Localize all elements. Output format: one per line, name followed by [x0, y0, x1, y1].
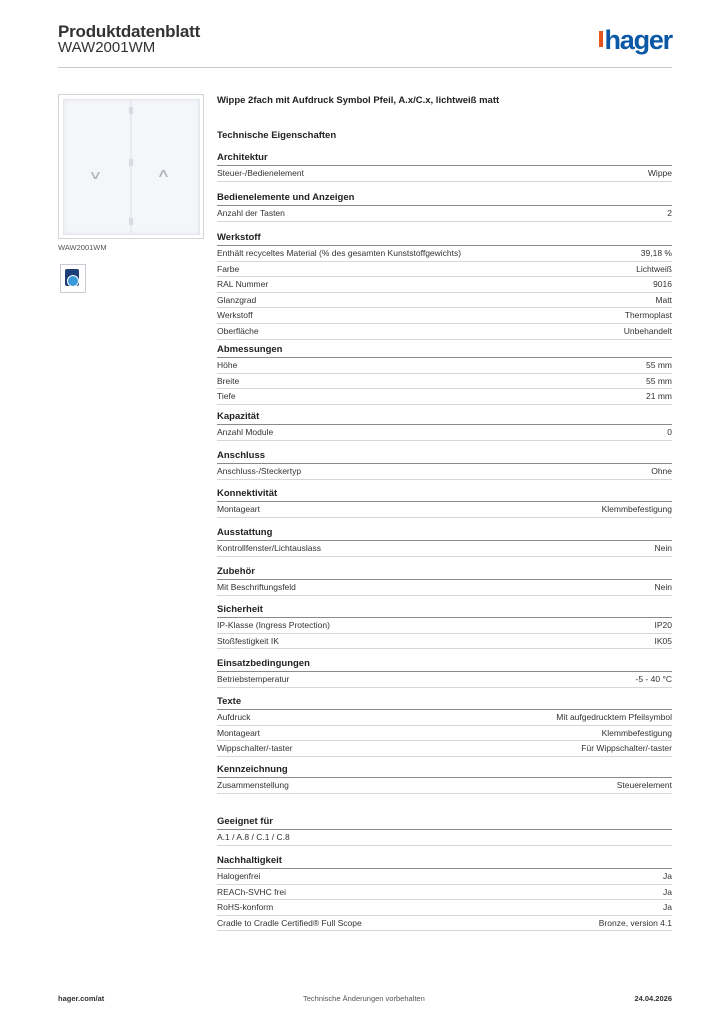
spec-row	[217, 885, 672, 901]
document-title: Produktdatenblatt	[58, 22, 201, 41]
spec-section	[217, 854, 672, 931]
spec-section	[217, 231, 672, 340]
spec-value: 2	[667, 208, 672, 218]
spec-row	[217, 262, 672, 278]
section-title: Bedienelemente und Anzeigen	[217, 191, 672, 206]
spec-label: Tiefe	[217, 391, 236, 402]
spec-row	[217, 634, 672, 650]
spec-value: Ohne	[651, 466, 672, 476]
spec-row	[217, 166, 672, 182]
section-title: Architektur	[217, 151, 672, 166]
spec-value: Wippe	[647, 168, 672, 178]
section-title: Konnektivität	[217, 487, 672, 502]
product-code-title: WAW2001WM	[58, 39, 156, 56]
spec-row	[217, 580, 672, 596]
spec-section	[217, 487, 672, 518]
section-title: Anschluss	[217, 449, 672, 464]
spec-value: IK05	[654, 635, 672, 646]
spec-label: Farbe	[217, 263, 240, 274]
rocker-switch-image	[63, 99, 200, 235]
spec-label: Stoßfestigkeit IK	[217, 635, 279, 646]
spec-value: Thermoplast	[624, 310, 672, 321]
arrow-down-icon: ∨	[88, 168, 103, 182]
spec-row	[217, 618, 672, 634]
spec-row	[217, 541, 672, 557]
spec-label: RoHS-konform	[217, 902, 274, 913]
spec-value: 9016	[653, 279, 672, 290]
spec-value: Klemmbefestigung	[601, 504, 672, 514]
spec-row	[217, 374, 672, 390]
logo-text: hager	[604, 25, 672, 55]
spec-label: Anschluss-/Steckertyp	[217, 466, 302, 476]
spec-label: Montageart	[217, 504, 260, 514]
image-caption: WAW2001WM	[58, 243, 107, 252]
spec-row	[217, 778, 672, 794]
spec-value: 39,18 %	[640, 248, 672, 258]
spec-row	[217, 900, 672, 916]
spec-label: Wippschalter/-taster	[217, 743, 293, 754]
arrow-up-icon: ∧	[156, 166, 171, 180]
spec-row	[217, 308, 672, 324]
spec-value: 21 mm	[646, 391, 672, 402]
spec-row	[217, 464, 672, 480]
spec-label: Cradle to Cradle Certified® Full Scope	[217, 917, 362, 928]
spec-label: RAL Nummer	[217, 279, 269, 290]
spec-row	[217, 293, 672, 309]
section-title: Geeignet für	[217, 815, 672, 830]
spec-section	[217, 343, 672, 405]
spec-label: Steuer-/Bedienelement	[217, 168, 304, 178]
spec-label: Betriebstemperatur	[217, 674, 290, 684]
switch-clip	[129, 107, 133, 114]
section-title: Kennzeichnung	[217, 763, 672, 778]
spec-label: Anzahl Module	[217, 427, 274, 437]
spec-value: 55 mm	[646, 360, 672, 370]
switch-divider	[130, 100, 132, 234]
spec-label: Oberfläche	[217, 325, 259, 336]
spec-section	[217, 449, 672, 480]
spec-row	[217, 916, 672, 932]
spec-label: Enthält recyceltes Material (% des gesamten Kunststoffgewichts)	[217, 248, 462, 258]
spec-label: Anzahl der Tasten	[217, 208, 285, 218]
spec-row	[217, 869, 672, 885]
footer-notice: Technische Änderungen vorbehalten	[303, 994, 425, 1003]
spec-value: Klemmbefestigung	[601, 727, 672, 738]
product-image	[58, 94, 204, 239]
spec-value: Lichtweiß	[636, 263, 672, 274]
spec-row	[217, 425, 672, 441]
spec-section	[217, 565, 672, 596]
section-title: Zubehör	[217, 565, 672, 580]
footer-date: 24.04.2026	[634, 994, 672, 1003]
spec-value: Ja	[663, 886, 672, 897]
cradle-to-cradle-badge-icon[interactable]	[60, 264, 86, 293]
spec-label: Werkstoff	[217, 310, 253, 321]
spec-row	[217, 741, 672, 757]
spec-row	[217, 389, 672, 405]
spec-section	[217, 410, 672, 441]
section-title: Ausstattung	[217, 526, 672, 541]
hager-logo[interactable]	[599, 25, 672, 56]
spec-section	[217, 526, 672, 557]
spec-value: 55 mm	[646, 375, 672, 386]
spec-label: A.1 / A.8 / C.1 / C.8	[217, 832, 290, 842]
spec-value: Unbehandelt	[623, 325, 672, 336]
section-title: Texte	[217, 695, 672, 710]
spec-value: Steuerelement	[616, 780, 672, 790]
logo-mark-icon	[599, 31, 603, 47]
spec-label: Mit Beschriftungsfeld	[217, 582, 296, 592]
page-header	[58, 20, 672, 68]
spec-value: Ja	[663, 871, 672, 881]
spec-label: Höhe	[217, 360, 238, 370]
spec-value: Für Wippschalter/-taster	[581, 743, 672, 754]
spec-value: Ja	[663, 902, 672, 913]
spec-row	[217, 358, 672, 374]
spec-row	[217, 246, 672, 262]
spec-value: Mit aufgedrucktem Pfeilsymbol	[556, 712, 672, 722]
switch-clip	[129, 159, 133, 166]
spec-row	[217, 324, 672, 340]
spec-row	[217, 710, 672, 726]
spec-row	[217, 277, 672, 293]
spec-row	[217, 672, 672, 688]
spec-label: Montageart	[217, 727, 260, 738]
spec-label: REACh-SVHC frei	[217, 886, 286, 897]
section-title: Einsatzbedingungen	[217, 657, 672, 672]
spec-row	[217, 502, 672, 518]
section-title: Werkstoff	[217, 231, 672, 246]
spec-label: Zusammenstellung	[217, 780, 289, 790]
spec-label: IP-Klasse (Ingress Protection)	[217, 620, 330, 630]
spec-value: -5 - 40 °C	[635, 674, 672, 684]
spec-section	[217, 815, 672, 846]
section-title: Nachhaltigkeit	[217, 854, 672, 869]
spec-label: Halogenfrei	[217, 871, 261, 881]
spec-row	[217, 726, 672, 742]
spec-section	[217, 603, 672, 649]
technical-properties-heading: Technische Eigenschaften	[217, 130, 337, 141]
spec-label: Aufdruck	[217, 712, 251, 722]
spec-value: Matt	[655, 294, 672, 305]
spec-label: Kontrollfenster/Lichtauslass	[217, 543, 321, 553]
spec-section	[217, 191, 672, 222]
spec-label: Breite	[217, 375, 240, 386]
spec-section	[217, 763, 672, 794]
spec-label: Glanzgrad	[217, 294, 257, 305]
footer-website-link[interactable]: hager.com/at	[58, 994, 105, 1003]
section-title: Sicherheit	[217, 603, 672, 618]
product-description: Wippe 2fach mit Aufdruck Symbol Pfeil, A.x/C.x, lichtweiß matt	[217, 95, 500, 106]
spec-value: Bronze, version 4.1	[598, 917, 672, 928]
spec-row	[217, 206, 672, 222]
section-title: Kapazität	[217, 410, 672, 425]
spec-value: IP20	[654, 620, 672, 630]
section-title: Abmessungen	[217, 343, 672, 358]
spec-section	[217, 695, 672, 757]
spec-section	[217, 151, 672, 182]
spec-value: Nein	[654, 543, 672, 553]
spec-section	[217, 657, 672, 688]
switch-clip	[129, 218, 133, 225]
spec-value: Nein	[654, 582, 672, 592]
spec-value: 0	[667, 427, 672, 437]
spec-row	[217, 830, 672, 846]
